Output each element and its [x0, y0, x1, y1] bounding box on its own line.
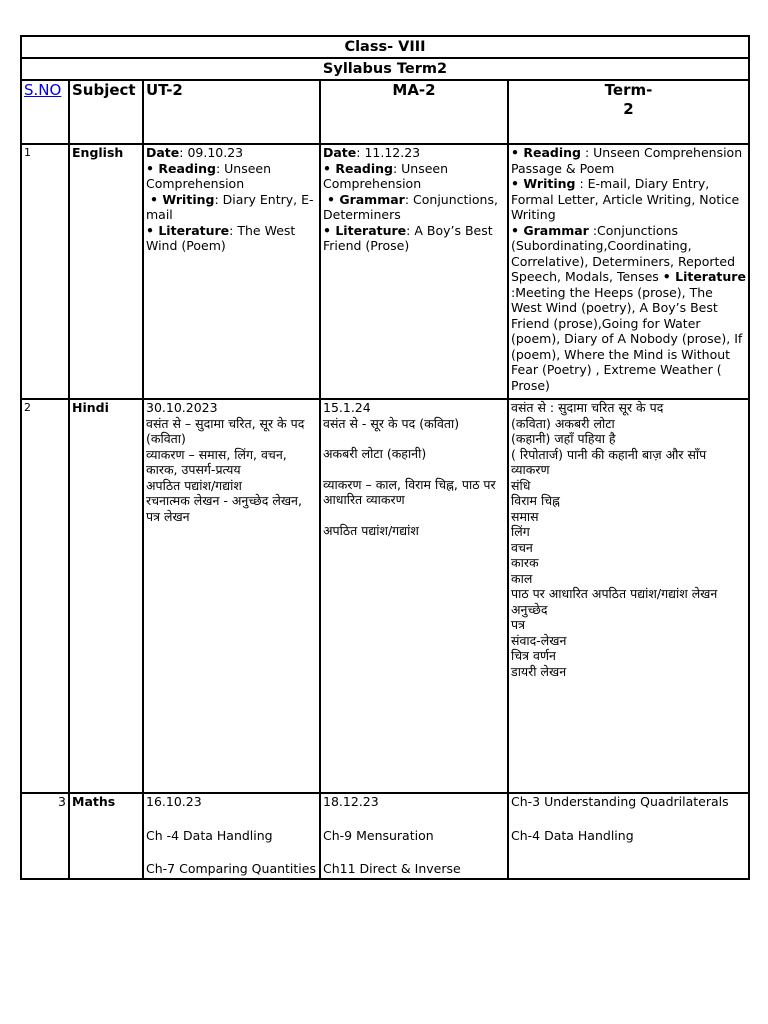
text-line: व्याकरण – काल, विराम चिह्न, पाठ पर आधारित व्याकरण — [323, 476, 496, 507]
date-line: 18.12.23 — [323, 794, 379, 809]
text-line: वचन — [511, 539, 533, 555]
ma-header: MA-2 — [320, 80, 508, 144]
reading-text: : Unseen Comprehension — [146, 160, 272, 191]
sno-cell: 2 — [21, 399, 69, 793]
spacer — [323, 462, 505, 477]
subject-cell: Hindi — [69, 399, 143, 793]
spacer — [146, 810, 317, 828]
literature-text: : The West Wind (Poem) — [146, 222, 296, 253]
grammar-literature-line — [511, 223, 746, 394]
reading-label: • Reading — [323, 160, 393, 176]
text-line: वसंत से – सुदामा चरित, सूर के पद (कविता) — [146, 415, 305, 446]
text-line: विराम चिह्न — [511, 493, 560, 508]
english-ut-cell — [143, 144, 320, 399]
spacer — [323, 843, 505, 861]
reading-label: • Reading — [511, 145, 581, 160]
date-value: : 09.10.23 — [179, 145, 244, 160]
text-line: (कहानी) जहाँ पहिया है — [511, 431, 616, 446]
spacer — [323, 508, 505, 523]
text-line: चित्र वर्णन — [511, 648, 556, 663]
english-row — [21, 144, 749, 399]
spacer — [511, 810, 746, 828]
chapter-line: Ch-9 Mensuration — [323, 827, 434, 843]
sno-link[interactable]: S.NO — [24, 81, 62, 99]
text-line: संवाद-लेखन — [511, 632, 567, 648]
text-line: व्याकरण – समास, लिंग, वचन, कारक, उपसर्ग-प्रत्यय — [146, 446, 287, 477]
subject-cell: Maths — [69, 793, 143, 879]
reading-line — [511, 145, 746, 176]
reading-text: : Unseen Comprehension Passage & Poem — [511, 145, 743, 176]
date-label: Date — [323, 145, 357, 160]
maths-term-cell — [508, 793, 749, 879]
text-line: ( रिपोतार्ज) पानी की कहानी बाज़ और साँप — [511, 446, 707, 462]
literature-label: • Literature — [662, 269, 746, 284]
literature-text: :Meeting the Heeps (prose), The West Wind (poetry), A Boy’s Best Friend (prose),Going for Water (poem), Diary of A Nobody (prose), If (poem), Where the Mind is Without Fear (Poetry) , Extreme Weather ( Prose) — [511, 284, 743, 393]
hindi-ma-cell — [320, 399, 508, 793]
term-header-line2: 2 — [623, 100, 634, 118]
grammar-line — [323, 192, 505, 223]
text-line: वसंत से : सुदामा चरित सूर के पद — [511, 400, 664, 415]
spacer — [146, 843, 317, 861]
ut-header: UT-2 — [143, 80, 320, 144]
text-line: समास — [511, 508, 539, 524]
literature-label: • Literature — [323, 222, 407, 238]
reading-line — [146, 161, 317, 192]
writing-line — [511, 176, 746, 223]
literature-text: : A Boy’s Best Friend (Prose) — [323, 222, 493, 253]
text-line: काल — [511, 570, 533, 586]
english-term-cell — [508, 144, 749, 399]
term-header — [508, 80, 749, 144]
syllabus-table — [20, 35, 750, 880]
maths-ut-cell — [143, 793, 320, 879]
chapter-line: Ch-3 Understanding Quadrilaterals — [511, 794, 729, 809]
sno-cell: 1 — [21, 144, 69, 399]
text-line: कारक — [511, 555, 539, 570]
date-line — [146, 145, 317, 161]
reading-line — [323, 161, 505, 192]
text-line: पत्र — [511, 617, 526, 632]
chapter-line: Ch11 Direct & Inverse — [323, 861, 461, 876]
header-row — [21, 80, 749, 144]
hindi-row — [21, 399, 749, 793]
text-line: डायरी लेखन — [511, 663, 567, 679]
reading-label: • Reading — [146, 160, 216, 176]
text-line: रचनात्मक लेखन - अनुच्छेद लेखन, पत्र लेखन — [146, 493, 302, 524]
text-line: अपठित पद्यांश/गद्यांश — [323, 522, 419, 538]
grammar-text: :Conjunctions (Subordinating,Coordinating, Correlative), Determiners, Reported Speech, Modals, Tenses — [511, 222, 736, 284]
literature-label: • Literature — [146, 222, 230, 238]
spacer — [323, 810, 505, 828]
date-label: Date — [146, 145, 180, 160]
spacer — [323, 431, 505, 446]
grammar-label: • Grammar — [326, 191, 405, 207]
reading-text: : Unseen Comprehension — [323, 160, 449, 191]
date-line: 15.1.24 — [323, 400, 371, 415]
writing-text: : E-mail, Diary Entry, Formal Letter, Article Writing, Notice Writing — [511, 176, 740, 222]
chapter-line: Ch-7 Comparing Quantities — [146, 861, 316, 876]
date-line: 16.10.23 — [146, 794, 202, 809]
subject-cell: English — [69, 144, 143, 399]
text-line: वसंत से - सूर के पद (कविता) — [323, 415, 460, 431]
grammar-label: • Grammar — [511, 222, 589, 238]
writing-text: : Diary Entry, E-mail — [146, 191, 314, 222]
writing-label: • Writing — [149, 191, 215, 207]
text-line: लिंग — [511, 524, 530, 539]
text-line: अनुच्छेद — [511, 601, 548, 617]
chapter-line: Ch-4 Data Handling — [511, 827, 634, 843]
date-value: : 11.12.23 — [356, 145, 421, 160]
grammar-text: : Conjunctions, Determiners — [323, 191, 498, 222]
text-line: अपठित पद्यांश/गद्यांश — [146, 477, 242, 493]
literature-line — [146, 223, 317, 254]
date-line — [323, 145, 505, 161]
writing-line — [146, 192, 317, 223]
term-header-line1: Term- — [604, 81, 653, 99]
syllabus-subtitle: Syllabus Term2 — [21, 58, 749, 80]
maths-ma-cell — [320, 793, 508, 879]
literature-line — [323, 223, 505, 254]
hindi-term-cell — [508, 399, 749, 793]
text-line: संधि — [511, 477, 531, 493]
text-line: अकबरी लोटा (कहानी) — [323, 446, 427, 461]
hindi-ut-cell — [143, 399, 320, 793]
text-line: पाठ पर आधारित अपठित पद्यांश/गद्यांश लेखन — [511, 586, 718, 601]
class-title: Class- VIII — [21, 36, 749, 58]
subject-header: Subject — [69, 80, 143, 144]
sno-header — [21, 80, 69, 144]
maths-row — [21, 793, 749, 879]
text-line: व्याकरण — [511, 462, 550, 477]
english-ma-cell — [320, 144, 508, 399]
writing-label: • Writing — [511, 176, 576, 191]
chapter-line: Ch -4 Data Handling — [146, 827, 273, 843]
sno-cell: 3 — [21, 793, 69, 879]
text-line: (कविता) अकबरी लोटा — [511, 415, 615, 431]
date-line: 30.10.2023 — [146, 400, 218, 415]
